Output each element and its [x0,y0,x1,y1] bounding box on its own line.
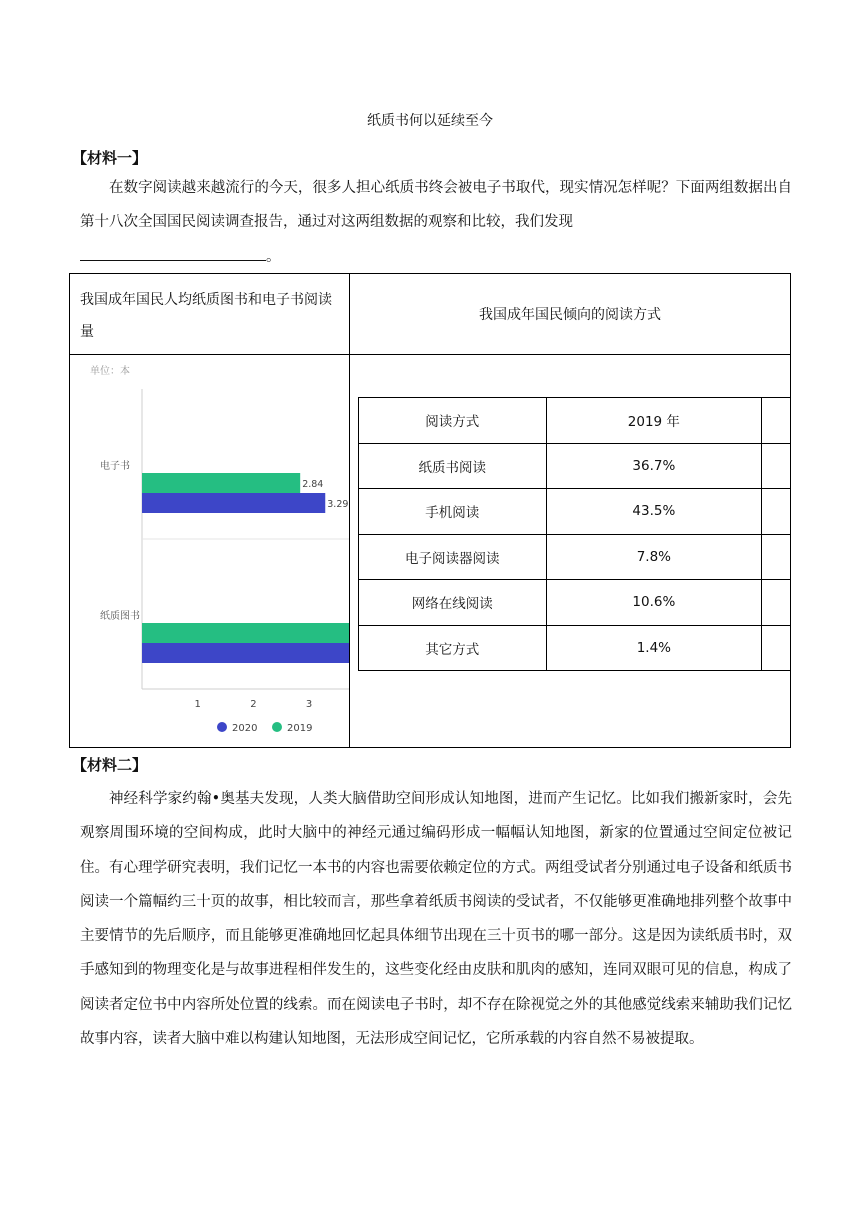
x-tick-label: 2 [250,699,257,710]
table-row [359,489,791,535]
reading-method-table [358,397,790,671]
category-label: 纸质图书 [100,611,140,622]
table-row [359,625,791,671]
empty-cell [762,580,790,626]
material1-text: 在数字阅读越来越流行的今天，很多人担心纸质书终会被电子书取代，现实情况怎样呢？下面两组数据出自第十八次全国国民阅读调查报告，通过对这两组数据的观察和比较，我们发现 [80,180,792,231]
data-label: 2.84 [302,479,324,490]
unit-label: 单位：本 [90,366,130,377]
material1-paragraph [80,171,792,274]
empty-cell [762,534,790,580]
material2-paragraph [80,782,792,1056]
table-row [359,443,791,489]
empty-cell [762,443,790,489]
bar-2019 [142,473,300,493]
x-tick-label: 1 [194,699,201,710]
value-cell: 43.5% [546,489,762,535]
data-table [69,273,791,748]
data-label: 3.29 [327,499,349,510]
right-header [350,274,790,354]
empty-cell [762,398,790,444]
answer-blank[interactable] [80,246,266,261]
legend-marker-2020 [217,722,227,732]
value-cell: 36.7% [546,443,762,489]
table-row [359,580,791,626]
material2-text: 神经科学家约翰•奥基夫发现，人类大脑借助空间形成认知地图，进而产生记忆。比如我们搬新家时，会先观察周围环境的空间构成，此时大脑中的神经元通过编码形成一幅幅认知地图，新家的位置通过空间定位被记住。有心理学研究表明，我们记忆一本书的内容也需要依赖定位的方式。两组受试者分别通过电子设备和纸质书阅读一个篇幅约三十页的故事，相比较而言，那些拿着纸质书阅读的受试者，不仅能够更准确地排列整个故事中主要情节的先后顺序，而且能够更准确地回忆起具体细节出现在三十页书的哪一部分。这是因为读纸质书时，双手感知到的物理变化是与故事进程相伴发生的，这些变化经由皮肤和肌肉的感知，连同双眼可见的信息，构成了阅读者定位书中内容所处位置的线索。而在阅读电子书时，却不存在除视觉之外的其他感觉线索来辅助我们记忆故事内容，读者大脑中难以构建认知地图，无法形成空间记忆，它所承载的内容自然不易被提取。 [80,791,792,1048]
legend-label: 2020 [232,723,258,734]
method-cell: 网络在线阅读 [359,580,547,626]
reading-volume-chart [70,355,349,747]
method-cell: 电子阅读器阅读 [359,534,547,580]
method-cell: 纸质书阅读 [359,443,547,489]
legend-marker-2019 [272,722,282,732]
table-header-row [359,398,791,444]
header-cell-year: 2019 年 [546,398,762,444]
empty-cell [762,625,790,671]
value-cell: 7.8% [546,534,762,580]
bar-chart-svg [70,355,349,747]
header-cell-method: 阅读方式 [359,398,547,444]
method-cell: 其它方式 [359,625,547,671]
material1-label: 【材料一】 [72,149,148,167]
legend-label: 2019 [287,723,313,734]
table-row [359,534,791,580]
category-label: 电子书 [100,461,130,472]
value-cell: 1.4% [546,625,762,671]
bar-2020 [142,493,325,513]
left-header: 我国成年国民人均纸质图书和电子书阅读量 [80,292,332,340]
x-tick-label: 3 [305,699,313,710]
bar-2020 [142,643,349,663]
value-cell: 10.6% [546,580,762,626]
page-title: 纸质书何以延续至今 [367,113,493,129]
material1-end: 。 [266,248,281,265]
material2-label: 【材料二】 [72,756,148,774]
bar-2019 [142,623,349,643]
right-header-text: 我国成年国民倾向的阅读方式 [479,307,661,323]
method-cell: 手机阅读 [359,489,547,535]
empty-cell [762,489,790,535]
